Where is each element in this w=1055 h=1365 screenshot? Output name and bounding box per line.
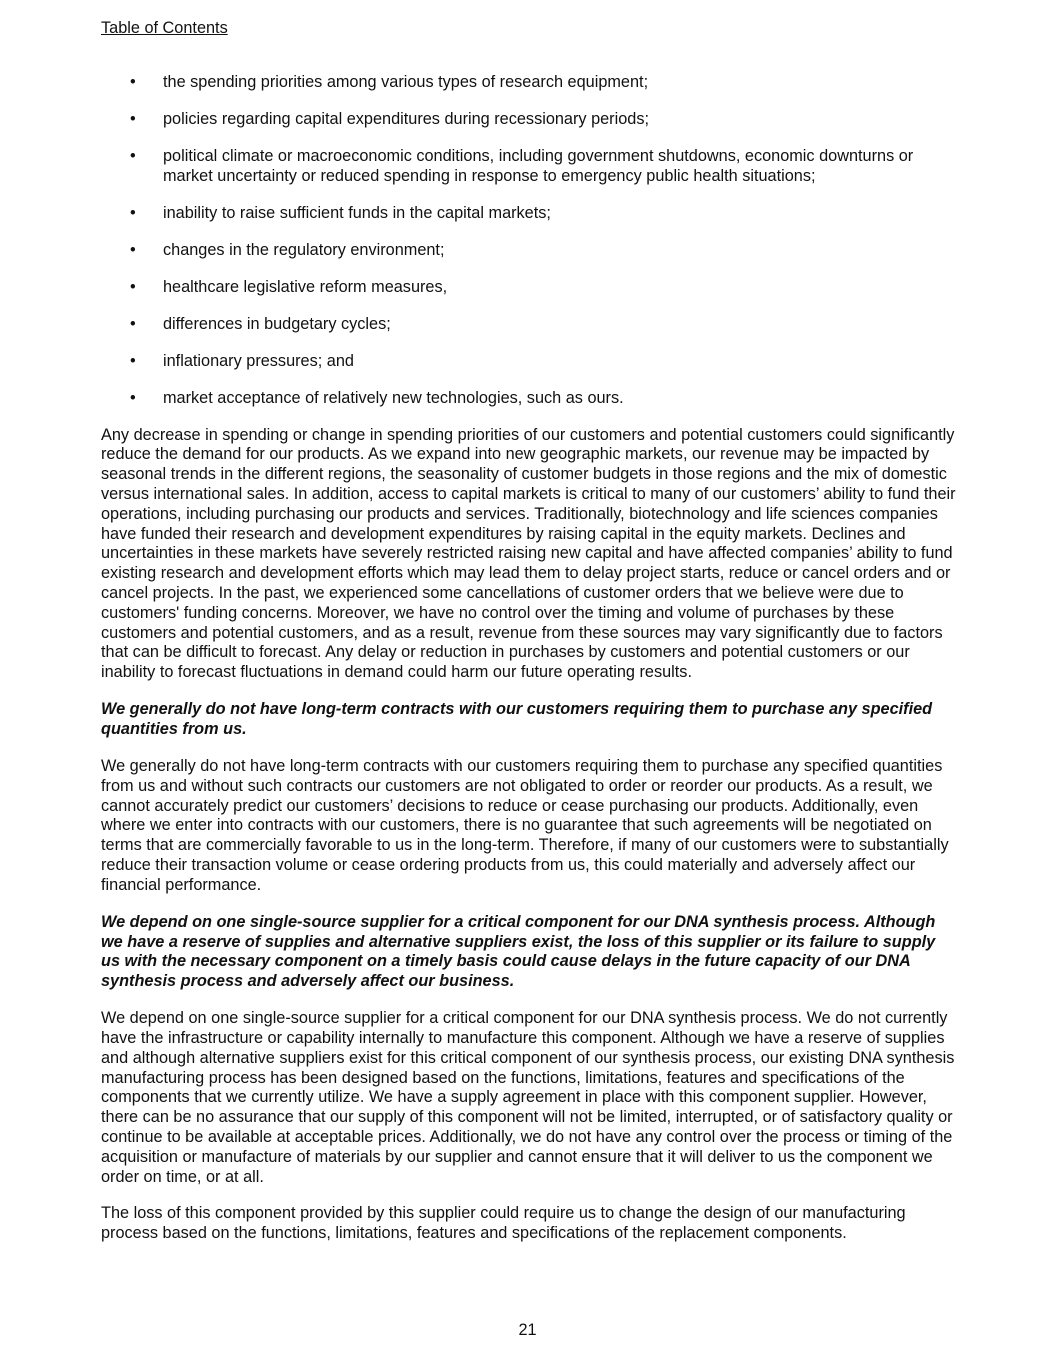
list-item: [101, 352, 956, 372]
paragraph-single-source-supplier: We depend on one single-source supplier for a critical component for our DNA synthesis process. We do not currently have the infrastructure or capability internally to manufacture this component. Although we have a reserve of supplies and although alternative suppliers exist for this critical component of our synthesis process, our existing DNA synthesis manufacturing process has been designed based on the functions, limitations, features and specifications of the components that we currently utilize. We have a supply agreement in place with this component supplier. However, there can be no assurance that our supply of this component will not be limited, interrupted, or of satisfactory quality or continue to be available at acceptable prices. Additionally, we do not have any control over the process or timing of the acquisition or manufacture of materials by our supplier and cannot ensure that it will deliver to us the component we order on time, or at all.: [101, 1009, 955, 1186]
list-item-text: changes in the regulatory environment;: [163, 240, 445, 259]
bullet-icon: •: [130, 314, 136, 333]
list-item: [101, 110, 956, 130]
list-item-text: healthcare legislative reform measures,: [163, 277, 448, 296]
risk-heading-long-term-contracts: We generally do not have long-term contracts with our customers requiring them to purchase any specified quantities from us.: [101, 700, 933, 738]
list-item: [101, 241, 956, 261]
list-item-text: inflationary pressures; and: [163, 351, 354, 370]
bullet-icon: •: [130, 351, 136, 370]
list-item: [101, 73, 956, 93]
risk-factor-bullet-list: [101, 73, 956, 408]
list-item-text: inability to raise sufficient funds in the capital markets;: [163, 203, 551, 222]
list-item: [101, 315, 956, 335]
list-item-text: political climate or macroeconomic conditions, including government shutdowns, economic downturns or market uncertainty or reduced spending in response to emergency public health situations;: [163, 146, 914, 185]
list-item-text: policies regarding capital expenditures during recessionary periods;: [163, 109, 649, 128]
risk-heading-single-source-supplier: We depend on one single-source supplier for a critical component for our DNA synthesis process. Although we have a reserve of supplies and alternative suppliers exist, the loss of this supplier or its failure to supply us with the necessary component on a timely basis could cause delays in the future capacity of our DNA synthesis process and adversely affect our business.: [101, 912, 936, 991]
list-item-text: market acceptance of relatively new technologies, such as ours.: [163, 388, 624, 407]
page-number: 21: [518, 1321, 537, 1339]
list-item-text: differences in budgetary cycles;: [163, 314, 391, 333]
table-of-contents-link[interactable]: Table of Contents: [101, 19, 228, 37]
paragraph-component-loss: The loss of this component provided by this supplier could require us to change the design of our manufacturing process based on the functions, limitations, features and specifications of the replacement components.: [101, 1204, 906, 1243]
bullet-icon: •: [130, 240, 136, 259]
bullet-icon: •: [130, 203, 136, 222]
bullet-icon: •: [130, 388, 136, 407]
paragraph-long-term-contracts: We generally do not have long-term contracts with our customers requiring them to purchase any specified quantities from us and without such contracts our customers are not obligated to order or reorder our products. As a result, we cannot accurately predict our customers’ decisions to reduce or cease purchasing our products. Additionally, even where we enter into contracts with our customers, there is no guarantee that such agreements will be negotiated on terms that are commercially favorable to us in the long-term. Therefore, if many of our customers were to substantially reduce their transaction volume or cease ordering products from us, this could materially and adversely affect our financial performance.: [101, 756, 949, 894]
bullet-icon: •: [130, 109, 136, 128]
list-item-text: the spending priorities among various types of research equipment;: [163, 73, 649, 91]
paragraph-customer-spending: Any decrease in spending or change in spending priorities of our customers and potential customers could significantly reduce the demand for our products. As we expand into new geographic markets, our revenue may be impacted by seasonal trends in the different regions, the seasonality of customer budgets in those regions and the mix of domestic versus international sales. In addition, access to capital markets is critical to many of our customers’ ability to fund their operations, including purchasing our products and services. Traditionally, biotechnology and life sciences companies have funded their research and development expenditures by raising capital in the equity markets. Declines and uncertainties in these markets have severely restricted raising new capital and have affected companies’ ability to fund existing research and development efforts which may lead them to delay project starts, reduce or cancel orders and or cancel projects. In the past, we experienced some cancellations of customer orders that we believe were due to customers' funding concerns. Moreover, we have no control over the timing and volume of purchases by these customers and potential customers, and as a result, revenue from these sources may vary significantly due to factors that can be difficult to forecast. Any delay or reduction in purchases by customers and potential customers or our inability to forecast fluctuations in demand could harm our future operating results.: [101, 425, 956, 682]
document-body: [101, 73, 956, 1261]
bullet-icon: •: [130, 146, 136, 165]
list-item: [101, 389, 956, 409]
list-item: [101, 204, 956, 224]
bullet-icon: •: [130, 73, 136, 91]
list-item: [101, 147, 956, 187]
list-item: [101, 278, 956, 298]
bullet-icon: •: [130, 277, 136, 296]
